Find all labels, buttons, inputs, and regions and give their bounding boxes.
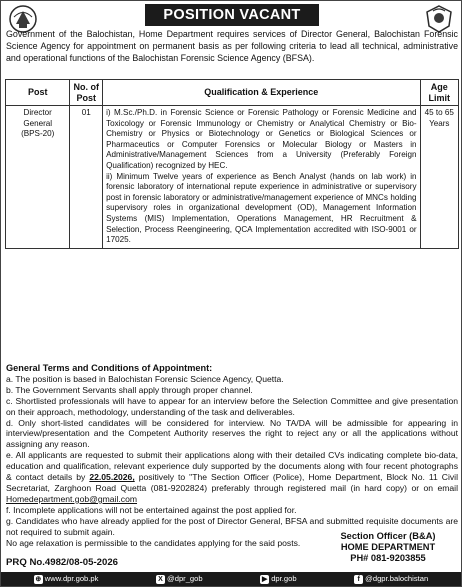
footer-twitter-text: @dpr_gob <box>167 574 203 583</box>
age-range: 45 to 65 <box>424 108 454 117</box>
signature-block <box>323 531 453 564</box>
column-header-post: Post <box>6 80 70 106</box>
signatory-title: Section Officer (B&A) <box>340 531 436 541</box>
footer-youtube[interactable] <box>260 572 296 586</box>
footer-website-text: www.dpr.gob.pk <box>44 574 99 583</box>
signatory-phone: PH# 081-9203855 <box>350 553 426 563</box>
signatory-department: HOME DEPARTMENT <box>340 542 436 552</box>
term-d: d. Only short-listed candidates will be considered for interview. No TA/DA will be admissible for appearing in interview/presentation and the Competent Authority reserves the right to reject any or all the applications without assigning any reason. <box>6 417 458 450</box>
column-header-age-limit: Age Limit <box>420 80 458 106</box>
no-of-post-cell: 01 <box>70 106 103 249</box>
terms-heading: General Terms and Conditions of Appointment: <box>6 363 213 373</box>
youtube-icon: ▶ <box>262 575 268 583</box>
term-g: g. Candidates who have already applied for the post of Director General, BFSA and submitted requisite documents are not required to submit again. <box>6 515 458 537</box>
term-b: b. The Government Servants shall apply through proper channel. <box>6 384 253 395</box>
email-link[interactable]: Homedepartment.gob@gmail.com <box>6 493 138 504</box>
footer-bar <box>1 572 461 586</box>
term-e <box>6 450 458 505</box>
term-e-text: e. All applicants are requested to submit their applications along with their detailed CVs indicating complete bio-data, education and qualification, relevant experience duly supported by the documents along with four recent photographs & contact details by <box>6 450 458 483</box>
position-table <box>5 79 459 249</box>
facebook-icon: f <box>354 575 363 584</box>
deadline-date: 22.05.2026, <box>89 472 135 483</box>
post-title: Director <box>23 108 52 117</box>
post-title-2: General <box>23 118 53 128</box>
age-limit-cell <box>420 106 458 249</box>
term-f: f. Incomplete applications will not be entertained against the post applied for. <box>6 504 297 515</box>
post-scale: (BPS-20) <box>21 129 55 139</box>
qualification-experience: ii) Minimum Twelve years of experience as Bench Analyst (hands on lab work) in forensic laboratory of international repute experience in administrative or supervisory post in forensic laboratory or administrative/management experience of MNCs holding supervisory roles in organizational development (OD), Management Information Systems (MIS) Implementation, Operations Management, HR Recruitment & Selection, Process Reengineering, QCA Implementation accredited with ISO-9001 or 17025. <box>106 171 417 245</box>
term-a: a. The position is based in Balochistan Forensic Science Agency, Quetta. <box>6 373 284 384</box>
footer-twitter[interactable] <box>156 572 203 586</box>
page-title: POSITION VACANT <box>145 4 319 26</box>
footer-facebook-text: @dgpr.balochistan <box>365 574 429 583</box>
terms-section <box>6 363 458 548</box>
footer-facebook[interactable] <box>354 572 428 586</box>
table-row <box>6 106 459 249</box>
column-header-no-of-post: No. of Post <box>70 80 103 106</box>
prq-number: PRQ No.4982/08-05-2026 <box>6 557 118 568</box>
x-twitter-icon: X <box>156 575 165 584</box>
footer-website[interactable] <box>34 572 99 586</box>
footer-youtube-text: dpr.gob <box>271 574 297 583</box>
qualification-cell <box>103 106 420 249</box>
term-c: c. Shortlisted professionals will have to appear for an interview before the Selection Committee and give presentation on their approach, methodology, understanding of the task and deliverables. <box>6 395 458 417</box>
post-cell <box>6 106 70 249</box>
table-header-row <box>6 80 459 106</box>
no-age-relaxation: No age relaxation is permissible to the candidates applying for the said posts. <box>6 537 301 548</box>
intro-paragraph: Government of the Balochistan, Home Department requires services of Director General, Balochistan Forensic Science Agency for appointment on permanent basis as per following criteria to lead all technical, administrative and operational functions of the Balochistan Forensic Science Agency (BFSA). <box>6 29 458 63</box>
term-e-address: positively to "The Section Officer (Police), Home Department, Block No. 11 Civil Secretariat, Zarghoon Road Quetta (081-9202824) preferably through registered mail (in hard copy) or on email <box>6 472 458 493</box>
globe-icon: ⊕ <box>35 575 42 583</box>
age-unit: Years <box>429 118 450 128</box>
qualification-education: i) M.Sc./Ph.D. in Forensic Science or Forensic Pathology or Forensic Medicine and Toxicology or Forensic Immunology or Chemistry or Analytical Chemistry or Bio-Chemistry or Physics or Biotechnology or Genetics or Biological Sciences or Pharmaceutics or Computer Forensics or Molecular Biology or Masters in Administrative/Management Sciences from a University (Preferably Foreign Qualification) recognized by HEC. <box>106 108 417 170</box>
column-header-qualification: Qualification & Experience <box>103 80 420 106</box>
